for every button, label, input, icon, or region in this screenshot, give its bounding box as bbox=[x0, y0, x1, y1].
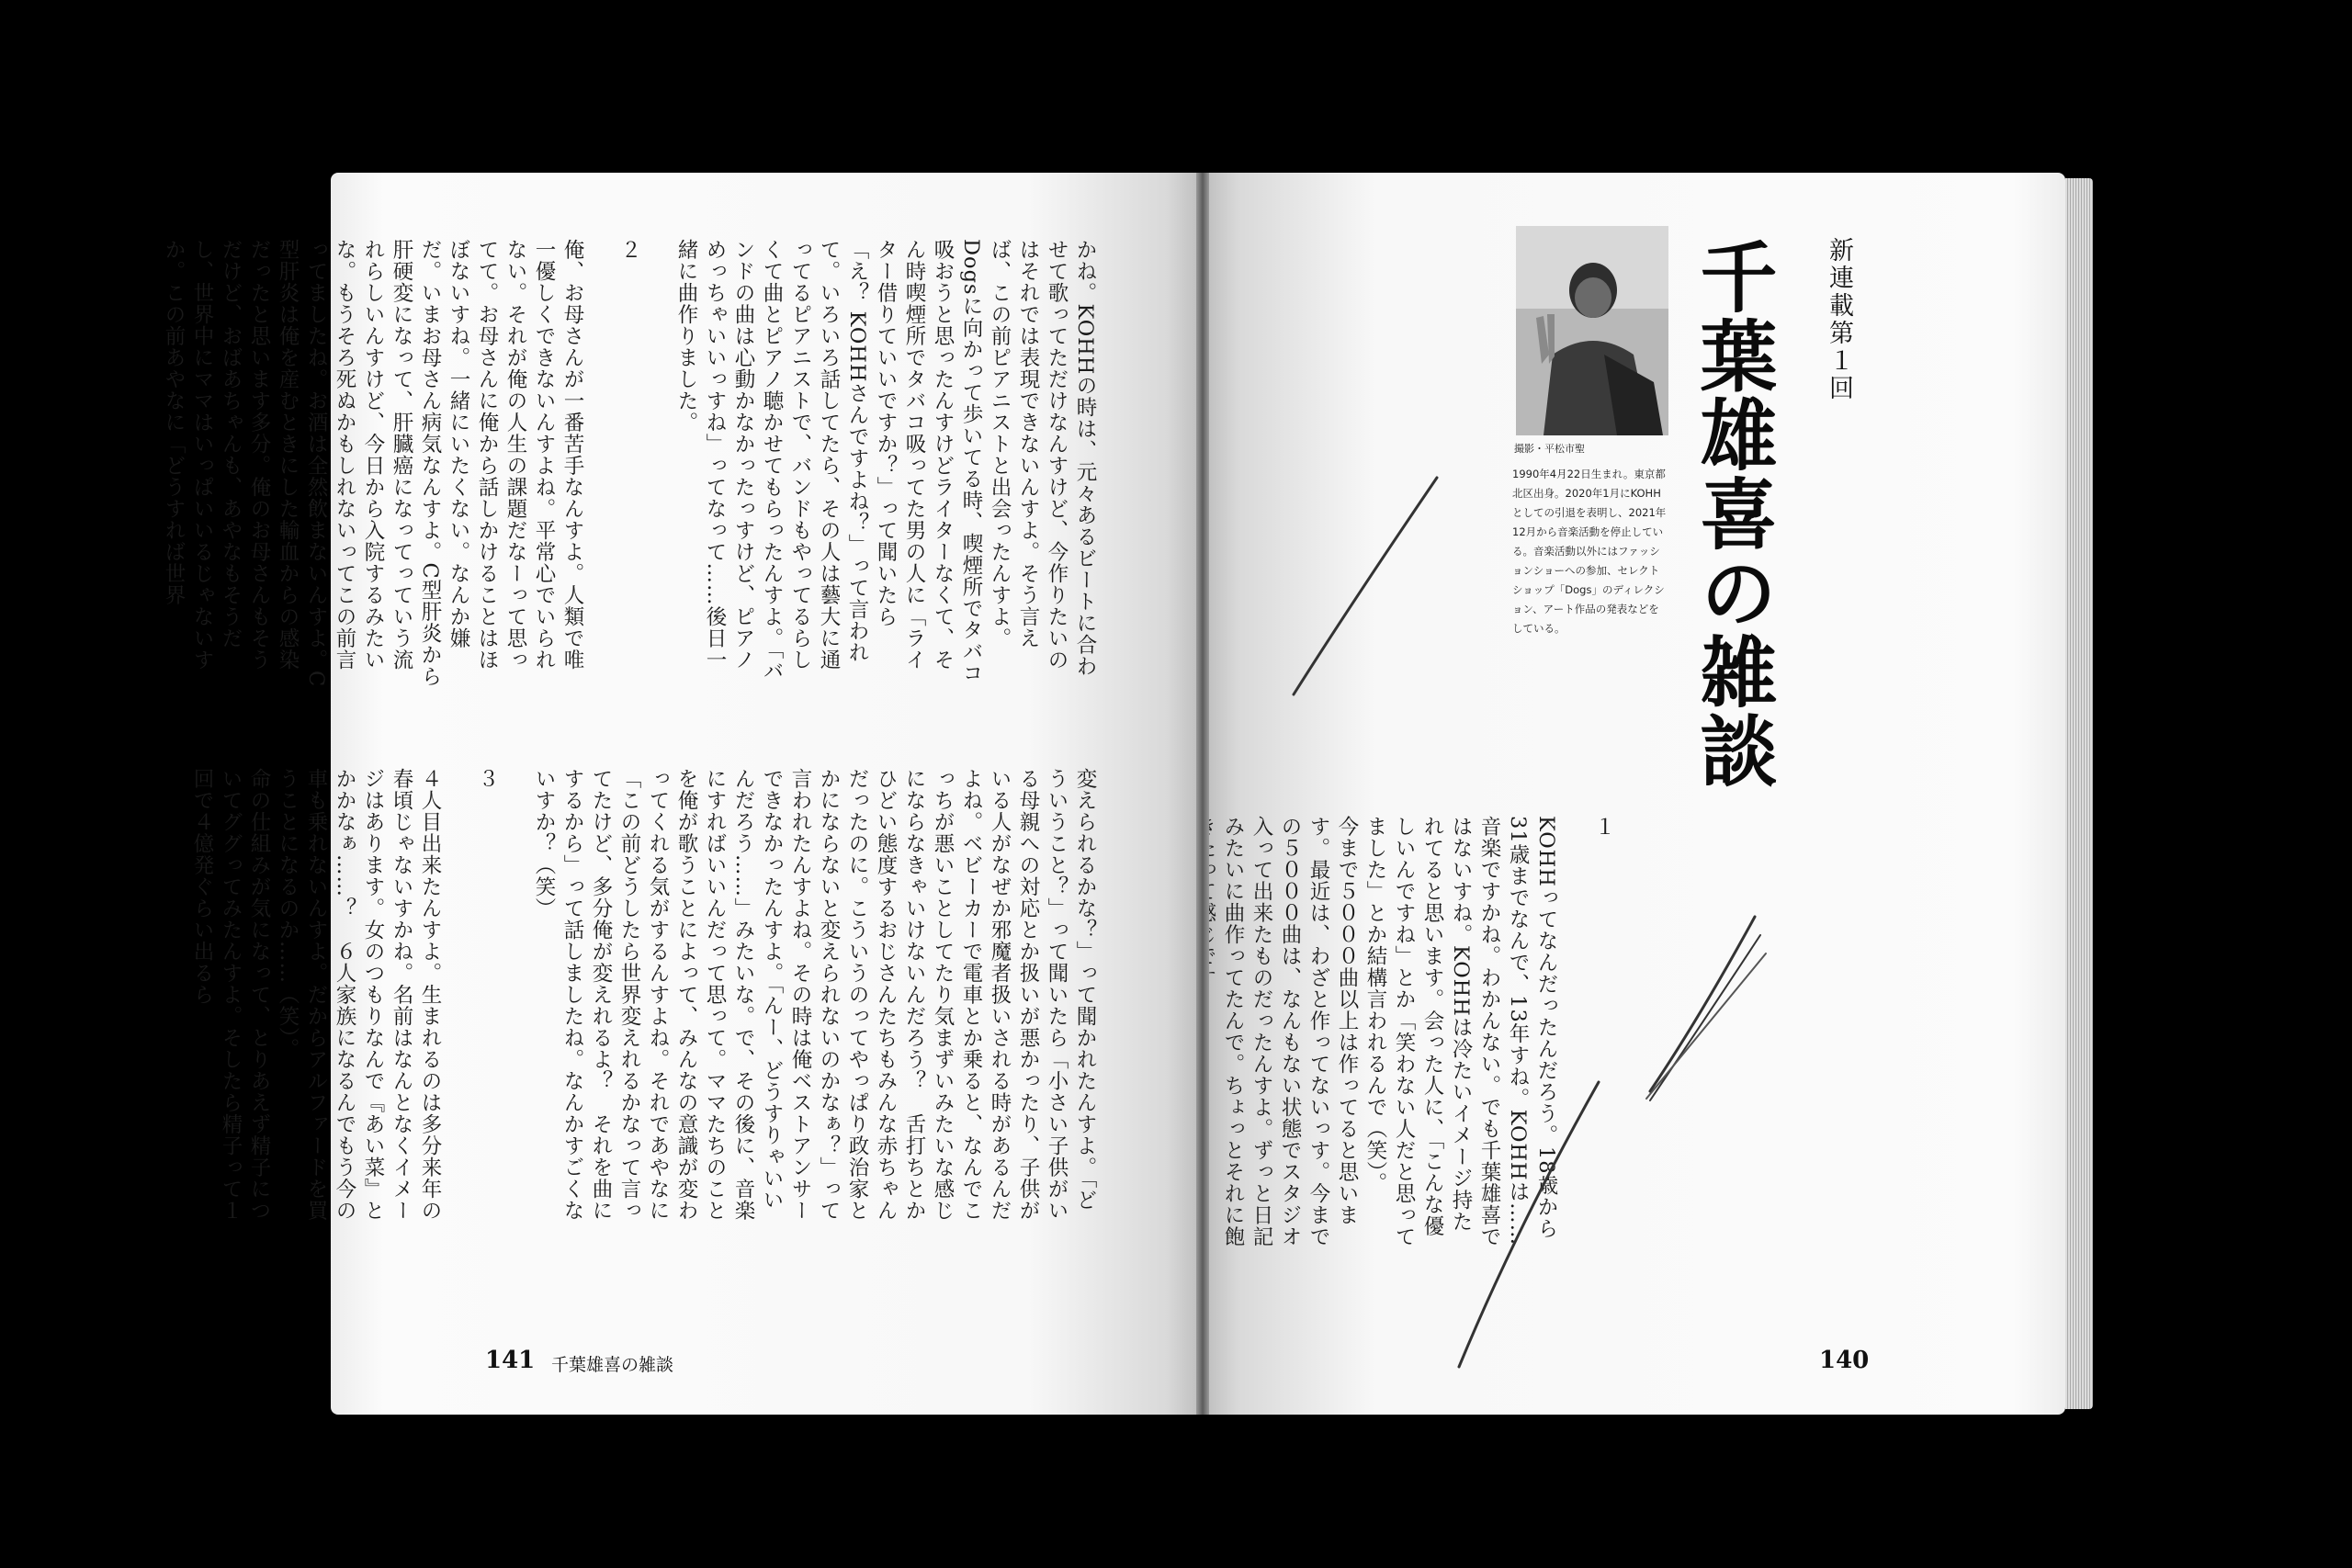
page-number: 140 bbox=[1819, 1347, 1870, 1374]
paragraph: KOHHってなんだったんだろう。18歳から31歳までなんで、13年すね。KOHHは……音楽ですかね。わかんない。でも千葉雄喜ではないすね。KOHHは冷たいイメージ持たれてると思います。会った人に、「こんな優しいんですね」とか「笑わない人だと思ってました」とか結構言われるんで（笑）。 bbox=[1363, 816, 1558, 1247]
page-edges bbox=[2065, 178, 2093, 1409]
page-number: 141 bbox=[485, 1347, 536, 1374]
right-page bbox=[1204, 173, 2065, 1415]
left-lower-text-block bbox=[190, 768, 1099, 1224]
article-title: 千葉雄喜の雑談 bbox=[1688, 237, 1778, 790]
left-upper-text-block bbox=[162, 239, 1099, 689]
series-label: 新連載第１回 bbox=[1825, 237, 1853, 402]
book-gutter bbox=[1196, 173, 1209, 1415]
paragraph: かね。KOHHの時は、元々あるビートに合わせて歌ってただけなんすけど、今作りたいのはそれでは表現できないんすよ。そう言えば、この前ピアニストと出会ったんすよ。Dogsに向かって歩いてる時、喫煙所でタバコ吸おうと思ったんすけどライターなくて、そん時喫煙所でタバコ吸ってた男の人に「ライター借りていいですか？」って聞いたら「え？ KOHHさんですよね？」って言われて。いろいろ話してたら、その人は藝大に通ってるピアニストで、バンドもやってるらしくて曲とピアノ聴かせてもらったんすよ。「バンドの曲は心動かなかったっすけど、ピアノめっちゃいいっすね」ってなって……後日一緒に曲作りました。 bbox=[674, 239, 1097, 684]
decorative-brush-strokes bbox=[1204, 173, 2065, 1415]
paragraph: 変えられるかな？」って聞かれたんすよ。「どういうこと？」って聞いたら「小さい子供がいる母親への対応とか扱いが悪かったり、子供がいる人がなぜか邪魔者扱いされる時があるんだよね。ベビーカーで電車とか乗ると、なんでこっちが悪いことしてたり気まずいみたいな感じにならなきゃいけないんだろう？ 舌打ちとかひどい態度するおじさんたちもみんな赤ちゃんだったのに。こういうのってやっぱり政治家とかにならないと変えられないのかなぁ？」って言われたんすよね。その時は俺ベストアンサーできなかったんすよ。「んー、どうすりゃいいんだろう……」みたいな。で、その後に、音楽にすればいいんだって思って。ママたちのことを俺が歌うことによって、みんなの意識が変わってくれる気がするんすよね。それであやなに「この前どうしたら世界変えれるかなって言ってたけど、多分俺が変えれるよ？ それを曲にするから」って話しましたね。なんかすごくないすか？（笑） bbox=[532, 768, 1097, 1222]
running-head: 千葉雄喜の雑談 bbox=[551, 1355, 674, 1375]
paragraph: ４人目出来たんすよ。生まれるのは多分来年の春頃じゃないすかね。名前はなんとなくイメージはあります。女のつもりなんで『あい菜』とかかなぁ……？ ６人家族になるんでもう今の車も乗れないんすよ。だからアルファードを買うことになるのか……（笑）。 bbox=[276, 768, 442, 1222]
photo-credit: 撮影・平松市聖 bbox=[1514, 443, 1585, 455]
left-page bbox=[162, 173, 1202, 1415]
section-number: １ bbox=[1591, 816, 1615, 838]
paragraph: 今まで５０００曲以上は作ってると思います。最近は、わざと作ってないっす。今までの５０００曲は、なんもない状態でスタジオ入って出来たものだったんすよ。ずっと日記みたいに曲作ってたんで。ちょっとそれに飽 bbox=[1221, 816, 1359, 1247]
section-number: ２ bbox=[617, 239, 641, 261]
bio-text: 1990年4月22日生まれ。東京都北区出身。2020年1月にKOHHとしての引退を表明し、2021年12月から音楽活動を停止している。音楽活動以外にはファッションショーへの参加、セレクトショップ「Dogs」のディレクション、アート作品の発表などをしている。 bbox=[1512, 468, 1667, 635]
section-number: ３ bbox=[475, 768, 499, 790]
paragraph: 命の仕組みが気になって、とりあえず精子についてググってみたんすよ。そしたら精子って１回で４億発ぐらい出るら bbox=[190, 768, 271, 1222]
paragraph: 俺、お母さんが一番苦手なんすよ。人類で唯一優しくできないんすよね。平常心でいられない。それが俺の人生の課題だなーって思ってて。お母さんに俺から話しかけることはほぼないすね。一緒にいたくない。なんか嫌だ。いまお母さん病気なんすよ。C型肝炎から肝硬変になって、肝臓癌になってっていう流れらしいんすけど、今日から入院するみたいな。もうそろ死ぬかもしれないってこの前言ってましたね。お酒は全然飲まないんすよ。C型肝炎は俺を産むときにした輸血からの感染だったと思います多分。俺のお母さんもそうだけど、おばあちゃんも、あやなもそうだし、世界中にママはいっぱいいるじゃないすか。この前あやなに「どうすれば世界 bbox=[162, 239, 584, 688]
magazine-spread bbox=[162, 173, 2095, 1415]
